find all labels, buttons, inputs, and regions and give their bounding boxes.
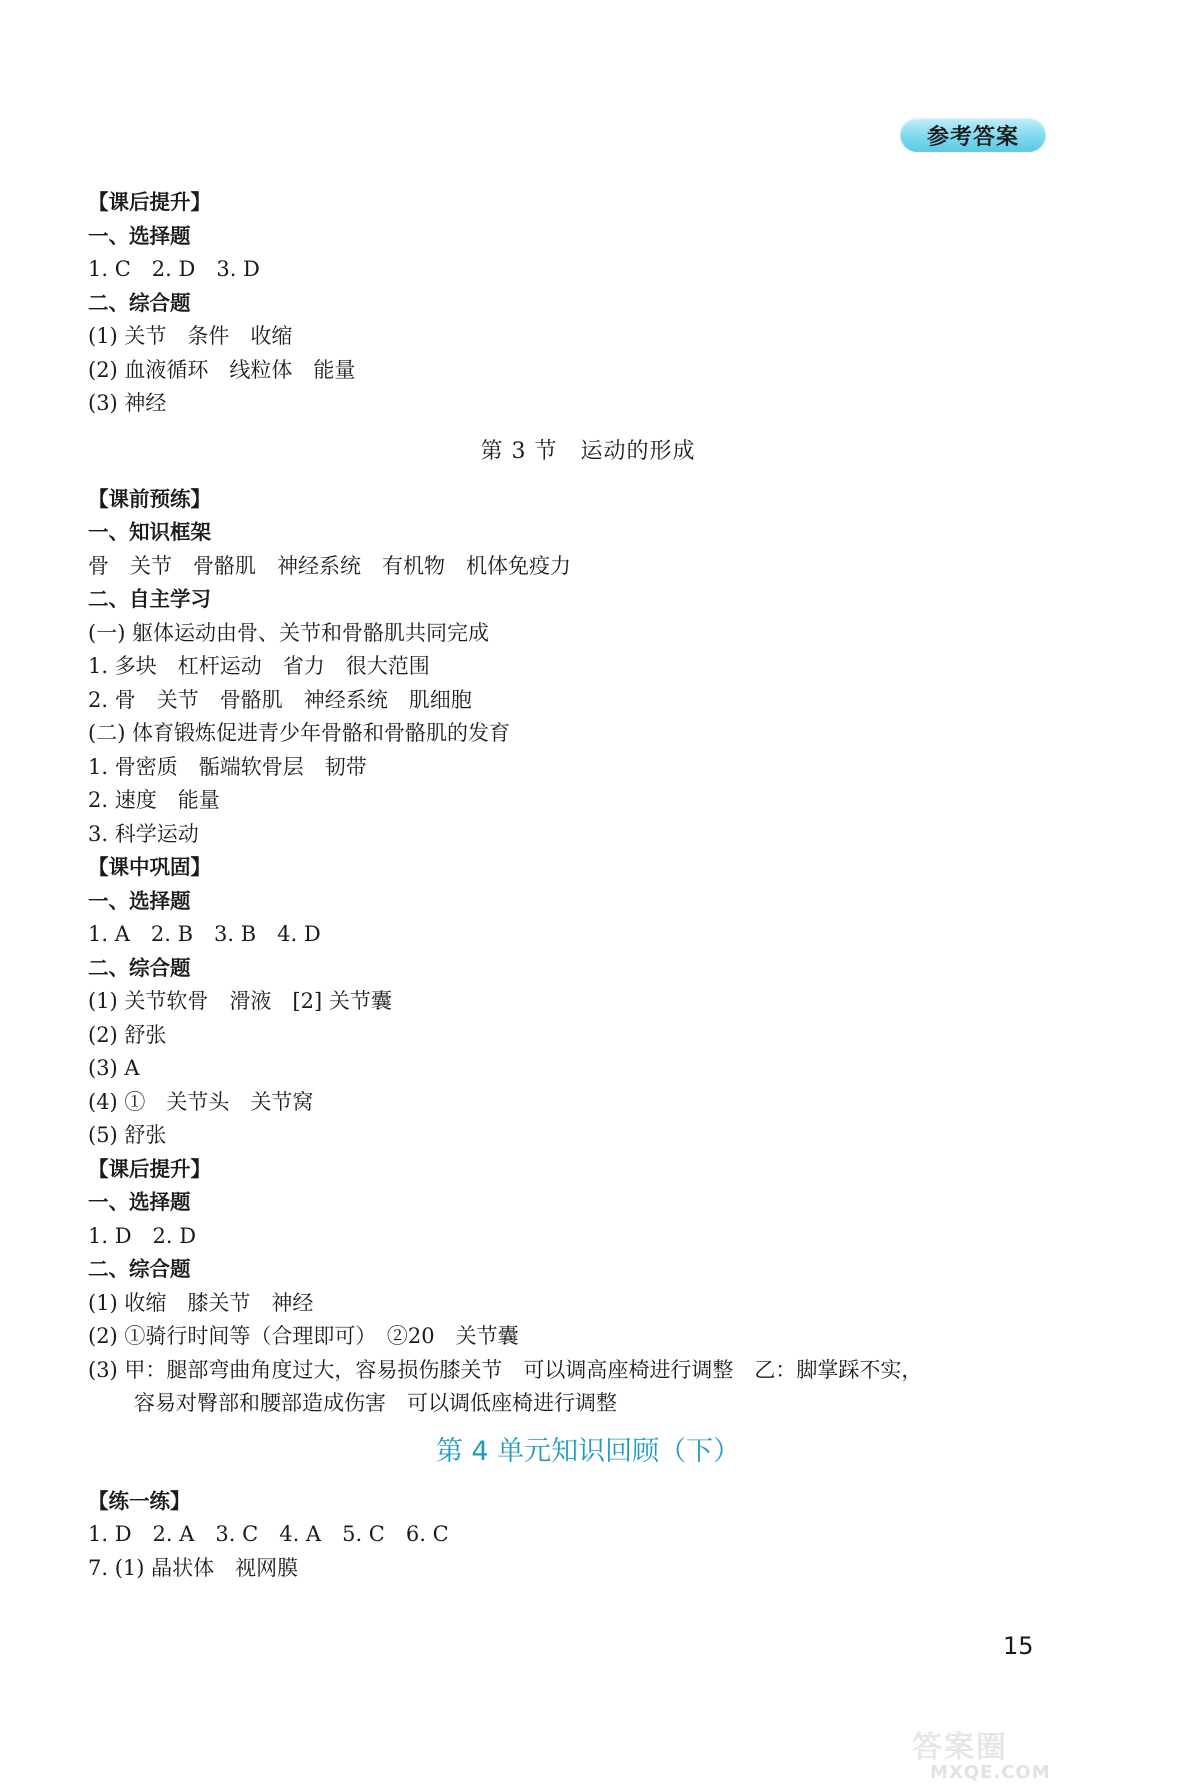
- answer-line: (一) 躯体运动由骨、关节和骨骼肌共同完成: [88, 620, 490, 645]
- practice-q7: 7. (1) 晶状体 视网膜: [88, 1555, 299, 1580]
- heading-pre-lesson: 【课前预练】: [88, 486, 211, 511]
- answer-line: (4) ① 关节头 关节窝: [88, 1089, 314, 1114]
- watermark-url: MXQE.COM: [930, 1762, 1051, 1783]
- framework-title: 一、知识框架: [88, 520, 211, 544]
- choice-answers: 1. A 2. B 3. B 4. D: [88, 922, 321, 946]
- answer-line: (1) 关节软骨 滑液 [2] 关节囊: [88, 989, 392, 1013]
- self-study-title: 二、自主学习: [88, 587, 211, 611]
- answer-line: 1. 多块 杠杆运动 省力 很大范围: [88, 654, 430, 678]
- answer-line: (2) 舒张: [88, 1022, 167, 1047]
- answer-line: (3) 甲：腿部弯曲角度过大，容易损伤膝关节 可以调高座椅进行调整 乙：脚掌踩不实，: [88, 1357, 923, 1382]
- choice-title: 一、选择题: [88, 223, 191, 248]
- heading-practice: 【练一练】: [88, 1488, 191, 1513]
- answer-line: (5) 舒张: [88, 1123, 167, 1147]
- comprehensive-title: 二、综合题: [88, 1257, 191, 1281]
- comprehensive-title: 二、综合题: [88, 290, 191, 315]
- answer-line: 1. 骨密质 骺端软骨层 韧带: [88, 754, 367, 779]
- comprehensive-title: 二、综合题: [88, 955, 191, 980]
- answer-line: (二) 体育锻炼促进青少年骨骼和骨骼肌的发育: [88, 721, 511, 745]
- choice-answers: 1. D 2. D: [88, 1223, 197, 1248]
- answer-line: (3) 神经: [88, 391, 167, 415]
- choice-title: 一、选择题: [88, 888, 191, 913]
- heading-post-lesson: 【课后提升】: [88, 1156, 211, 1181]
- choice-answers: 1. C 2. D 3. D: [88, 257, 260, 281]
- unit-review-title: 第 4 单元知识回顾（下）: [435, 1435, 741, 1467]
- section-title: 第 3 节 运动的形成: [480, 438, 696, 464]
- heading-in-lesson: 【课中巩固】: [88, 855, 211, 879]
- answer-line: (1) 关节 条件 收缩: [88, 324, 293, 348]
- choice-title: 一、选择题: [88, 1190, 191, 1214]
- answer-line: 2. 骨 关节 骨骼肌 神经系统 肌细胞: [88, 687, 472, 712]
- answer-line: (3) A: [88, 1056, 140, 1080]
- answer-key-badge: 参考答案: [900, 118, 1046, 152]
- watermark-logo: 答案圈: [912, 1730, 1008, 1765]
- answer-line: (2) 血液循环 线粒体 能量: [88, 357, 356, 382]
- practice-answers: 1. D 2. A 3. C 4. A 5. C 6. C: [88, 1522, 449, 1546]
- answer-line: 3. 科学运动: [88, 821, 199, 846]
- answer-line-continued: 容易对臀部和腰部造成伤害 可以调低座椅进行调整: [134, 1391, 617, 1415]
- answer-line: (1) 收缩 膝关节 神经: [88, 1290, 314, 1315]
- page-number: 15: [1003, 1632, 1034, 1660]
- answer-content: [88, 186, 1088, 1585]
- answer-line: 2. 速度 能量: [88, 788, 220, 812]
- heading-post-lesson: 【课后提升】: [88, 190, 211, 214]
- answer-line: (2) ①骑行时间等（合理即可） ②20 关节囊: [88, 1324, 519, 1348]
- framework-answers: 骨 关节 骨骼肌 神经系统 有机物 机体免疫力: [88, 553, 571, 578]
